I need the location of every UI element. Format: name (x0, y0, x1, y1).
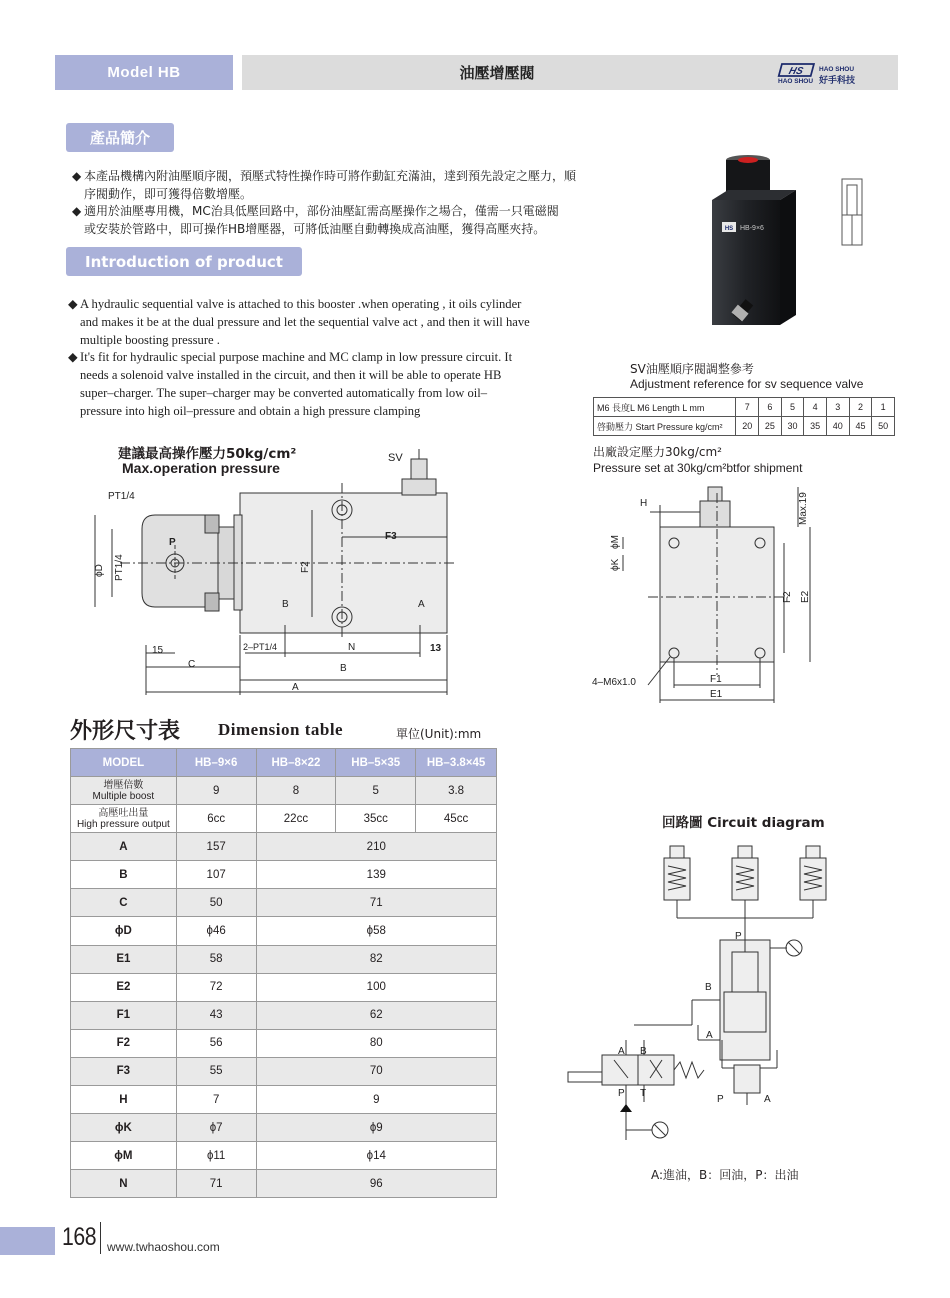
svg-text:T: T (640, 1088, 647, 1099)
max-pressure-en: Max.operation pressure (122, 460, 280, 476)
product-photo (700, 150, 810, 335)
sv-cell: 6 (759, 398, 782, 417)
intro-en-line: multiple boosting pressure . (80, 332, 220, 347)
table-row (71, 777, 497, 805)
row-label: E2 (71, 973, 177, 1001)
svg-text:B: B (340, 663, 347, 674)
svg-text:13: 13 (430, 643, 442, 654)
row-label: 增壓倍數 Multiple boost (71, 777, 177, 805)
sv-cell: 3 (826, 398, 849, 417)
table-row (71, 917, 497, 945)
symbol-icon (838, 175, 866, 250)
sv-cell: 4 (804, 398, 827, 417)
cell: ϕ9 (256, 1114, 496, 1142)
col-header: HB–5×35 (336, 749, 416, 777)
cell: 80 (256, 1029, 496, 1057)
table-row (71, 805, 497, 833)
cell: ϕ7 (176, 1114, 256, 1142)
table-row (71, 1170, 497, 1198)
cell: ϕ58 (256, 917, 496, 945)
sv-cell: 25 (759, 417, 782, 436)
intro-cn-bullet-1-cont: 序閥動作，即可獲得倍數增壓。 (84, 186, 253, 201)
col-header: HB–3.8×45 (416, 749, 497, 777)
cell: 45cc (416, 805, 497, 833)
svg-text:好手科技: 好手科技 (819, 76, 856, 86)
sv-table (593, 397, 895, 436)
cell: 5 (336, 777, 416, 805)
cell: 55 (176, 1057, 256, 1085)
svg-text:B: B (705, 982, 712, 993)
intro-cn-bullet-2: ◆ 適用於油壓專用機，MC治具低壓回路中，部份油壓缸需高壓操作之場合，僅需一只電磁閥 (72, 204, 559, 218)
row-label: F2 (71, 1029, 177, 1057)
cell: 96 (256, 1170, 496, 1198)
row-label: E1 (71, 945, 177, 973)
svg-text:F1: F1 (710, 674, 722, 685)
sv-cell: 30 (781, 417, 804, 436)
row-label: ϕD (71, 917, 177, 945)
front-view-drawing (588, 485, 828, 710)
intro-en-line: pressure into high oil–pressure and obtain a high pressure clamping (80, 403, 421, 418)
svg-text:A: A (292, 682, 299, 693)
svg-text:HS: HS (787, 66, 805, 77)
sv-title-cn: SV油壓順序閥調整參考 (630, 362, 754, 376)
table-row (71, 973, 497, 1001)
table-row (71, 1142, 497, 1170)
cell: ϕ14 (256, 1142, 496, 1170)
intro-en-label: Introduction of product (66, 247, 302, 276)
sv-row1-label: M6 長度L M6 Length L mm (594, 398, 736, 417)
model-label: Model HB (55, 55, 233, 90)
sv-cell: 7 (736, 398, 759, 417)
svg-text:E1: E1 (710, 689, 723, 700)
col-header: MODEL (71, 749, 177, 777)
svg-text:ϕM: ϕM (610, 535, 621, 549)
dim-title-en: Dimension table (218, 720, 344, 739)
sv-title-en: Adjustment reference for sv sequence valve (630, 377, 864, 391)
svg-text:P: P (717, 1094, 724, 1105)
intro-en-text (68, 296, 628, 421)
sv-row2-label: 啓動壓力 Start Pressure kg/cm² (594, 417, 736, 436)
svg-text:E2: E2 (800, 590, 811, 603)
svg-text:F2: F2 (782, 591, 793, 603)
circuit-legend: A:進油，B：回油，P：出油 (651, 1168, 799, 1182)
svg-text:F2: F2 (300, 561, 311, 573)
cell: 70 (256, 1057, 496, 1085)
svg-text:15: 15 (152, 645, 164, 656)
intro-en-line: and makes it be at the dual pressure and let the sequential valve act , and then it will have (80, 314, 530, 329)
dimension-table (70, 748, 497, 1198)
cell: 50 (176, 889, 256, 917)
svg-text:ϕD: ϕD (94, 564, 105, 577)
svg-text:A: A (764, 1094, 771, 1105)
cell: 56 (176, 1029, 256, 1057)
footer-url[interactable]: www.twhaoshou.com (107, 1240, 220, 1254)
cell: 6cc (176, 805, 256, 833)
svg-text:P: P (735, 931, 742, 942)
intro-en-line: needs a solenoid valve installed in the circuit, and then it will be able to operate HB (80, 368, 502, 383)
svg-text:PT1/4: PT1/4 (114, 554, 125, 581)
footer-bar (0, 1227, 55, 1255)
sv-cell: 2 (849, 398, 872, 417)
cell: 82 (256, 945, 496, 973)
circuit-diagram (562, 840, 832, 1140)
intro-en-bullet-1: ◆ A hydraulic sequential valve is attached to this booster .when operating , it oils cylinder (68, 297, 522, 311)
cell: 72 (176, 973, 256, 1001)
cell: 43 (176, 1001, 256, 1029)
circuit-title: 回路圖 Circuit diagram (662, 815, 825, 831)
intro-cn-label: 產品簡介 (66, 123, 174, 152)
intro-cn-text (72, 168, 632, 238)
svg-text:H: H (640, 498, 648, 509)
cell: 9 (256, 1086, 496, 1114)
svg-text:HAO SHOU: HAO SHOU (819, 66, 855, 73)
svg-text:Max.19: Max.19 (798, 492, 809, 525)
sv-cell: 35 (804, 417, 827, 436)
row-label: 高壓吐出量 High pressure output (71, 805, 177, 833)
page-title: 油壓增壓閥 (459, 64, 535, 82)
table-row (71, 1114, 497, 1142)
svg-text:2–PT1/4: 2–PT1/4 (243, 642, 278, 652)
svg-text:B: B (640, 1046, 647, 1057)
intro-en-line: super–charger. The super–charger may be converted automatically from low oil– (80, 385, 488, 400)
sv-cell: 50 (872, 417, 895, 436)
dim-unit: 單位(Unit):mm (396, 727, 482, 741)
svg-text:ϕK: ϕK (610, 558, 621, 571)
cell: 62 (256, 1001, 496, 1029)
cell: 71 (256, 889, 496, 917)
sv-cell: 1 (872, 398, 895, 417)
row-label: A (71, 833, 177, 861)
svg-text:A: A (418, 599, 425, 610)
cell: ϕ11 (176, 1142, 256, 1170)
sv-cell: 40 (826, 417, 849, 436)
cell: 58 (176, 945, 256, 973)
intro-cn-bullet-1: ◆ 本產品機構內附油壓順序閥，預壓式特性操作時可將作動缸充滿油，達到預先設定之壓力，順 (72, 169, 577, 183)
table-row (71, 1029, 497, 1057)
svg-text:A: A (618, 1046, 625, 1057)
svg-text:HB-9×6: HB-9×6 (740, 225, 764, 232)
row-label: ϕM (71, 1142, 177, 1170)
svg-text:B: B (282, 599, 289, 610)
table-row (71, 945, 497, 973)
page-number: 168 (62, 1223, 97, 1251)
row-label: H (71, 1086, 177, 1114)
table-row (71, 861, 497, 889)
table-row (71, 889, 497, 917)
row-label: C (71, 889, 177, 917)
max-pressure-cn: 建議最高操作壓力50kg/cm² (118, 446, 297, 462)
cell: ϕ46 (176, 917, 256, 945)
table-row (71, 1057, 497, 1085)
cell: 100 (256, 973, 496, 1001)
side-view-drawing (80, 445, 460, 705)
svg-text:PT1/4: PT1/4 (108, 491, 135, 502)
intro-cn-bullet-2-cont: 或安裝於管路中，即可操作HB增壓器，可將低油壓自動轉換成高油壓，獲得高壓夾持。 (84, 221, 546, 236)
sv-cell: 45 (849, 417, 872, 436)
table-row (71, 833, 497, 861)
svg-text:HAO SHOU: HAO SHOU (778, 78, 814, 85)
svg-text:P: P (618, 1088, 625, 1099)
row-label: B (71, 861, 177, 889)
dim-title-cn: 外形尺寸表 (70, 718, 181, 744)
svg-text:A: A (706, 1030, 713, 1041)
cell: 107 (176, 861, 256, 889)
svg-text:4–M6x1.0: 4–M6x1.0 (592, 677, 636, 688)
col-header: HB–8×22 (256, 749, 336, 777)
brand-logo (775, 60, 885, 86)
svg-text:HS: HS (724, 226, 734, 232)
cell: 35cc (336, 805, 416, 833)
cell: 3.8 (416, 777, 497, 805)
intro-en-bullet-2: ◆ It's fit for hydraulic special purpose machine and MC clamp in low pressure circuit. It (68, 350, 513, 365)
cell: 22cc (256, 805, 336, 833)
row-label: F1 (71, 1001, 177, 1029)
svg-text:SV: SV (388, 452, 403, 464)
factory-pressure-en: Pressure set at 30kg/cm²btfor shipment (593, 461, 803, 475)
cell: 139 (256, 861, 496, 889)
svg-text:F3: F3 (385, 531, 397, 542)
cell: 7 (176, 1086, 256, 1114)
cell: 71 (176, 1170, 256, 1198)
row-label: F3 (71, 1057, 177, 1085)
cell: 210 (256, 833, 496, 861)
svg-text:N: N (348, 642, 356, 653)
svg-text:P: P (169, 537, 176, 548)
row-label: ϕK (71, 1114, 177, 1142)
sv-cell: 20 (736, 417, 759, 436)
row-label: N (71, 1170, 177, 1198)
sv-cell: 5 (781, 398, 804, 417)
cell: 9 (176, 777, 256, 805)
col-header: HB–9×6 (176, 749, 256, 777)
cell: 157 (176, 833, 256, 861)
cell: 8 (256, 777, 336, 805)
table-row (71, 1086, 497, 1114)
svg-text:C: C (188, 659, 196, 670)
footer-divider (100, 1222, 101, 1254)
table-row (71, 1001, 497, 1029)
factory-pressure-cn: 出廠設定壓力30kg/cm² (593, 445, 722, 459)
